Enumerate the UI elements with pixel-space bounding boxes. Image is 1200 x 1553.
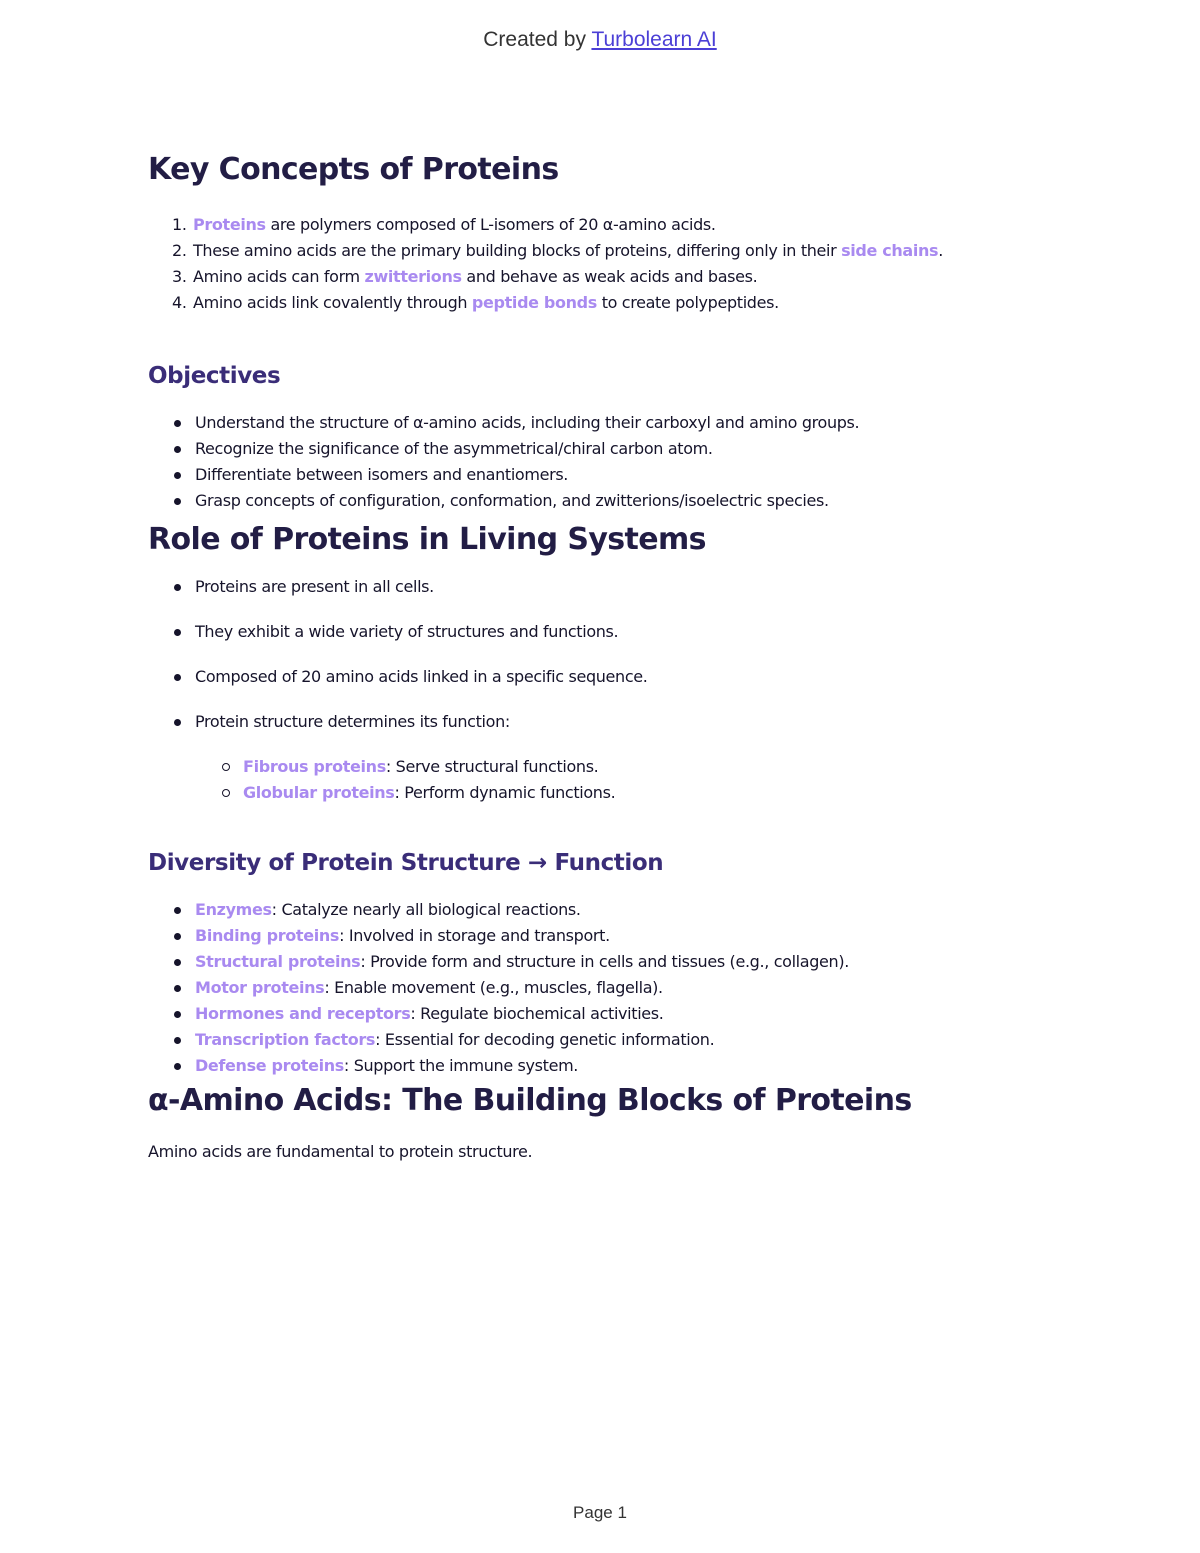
highlighted-term: Proteins <box>193 215 266 234</box>
list-item: Proteins are present in all cells. <box>148 574 1108 619</box>
list-item-text: are polymers composed of L-isomers of 20 α-amino acids. <box>265 215 716 234</box>
list-item-text: . <box>938 241 943 260</box>
highlighted-term: side chains <box>841 241 939 260</box>
page-number: Page 1 <box>573 1503 627 1522</box>
list-item: Recognize the significance of the asymmetrical/chiral carbon atom. <box>148 436 1108 462</box>
list-item: Grasp concepts of configuration, conformation, and zwitterions/isoelectric species. <box>148 488 1108 514</box>
list-item <box>146 290 1108 316</box>
diversity-list <box>148 897 1108 1079</box>
document-header <box>0 28 1200 52</box>
list-item-text: : Serve structural functions. <box>385 757 599 776</box>
amino-acids-intro: Amino acids are fundamental to protein structure. <box>148 1142 533 1161</box>
list-number: 2. <box>172 241 187 260</box>
highlighted-term: peptide bonds <box>471 293 597 312</box>
list-number: 1. <box>172 215 187 234</box>
highlighted-term: Motor proteins <box>195 978 325 997</box>
list-item <box>148 1001 1108 1027</box>
list-item-text: : Catalyze nearly all biological reactions. <box>271 900 581 919</box>
list-item: They exhibit a wide variety of structures and functions. <box>148 619 1108 664</box>
list-item-text: : Regulate biochemical activities. <box>410 1004 664 1023</box>
list-item <box>148 897 1108 923</box>
highlighted-term: Transcription factors <box>195 1030 376 1049</box>
list-item-text: : Support the immune system. <box>343 1056 579 1075</box>
list-item-text: Amino acids link covalently through <box>193 293 472 312</box>
highlighted-term: Defense proteins <box>195 1056 344 1075</box>
list-item <box>146 238 1108 264</box>
list-item-text: to create polypeptides. <box>596 293 779 312</box>
list-item-text: Amino acids can form <box>193 267 365 286</box>
highlighted-term: Enzymes <box>195 900 272 919</box>
key-concepts-list <box>148 212 1108 316</box>
list-item: Protein structure determines its function: <box>148 709 1108 754</box>
list-item <box>146 264 1108 290</box>
heading-amino-acids: α-Amino Acids: The Building Blocks of Proteins <box>148 1083 912 1118</box>
list-item <box>148 780 1108 806</box>
header-prefix: Created by <box>483 28 592 51</box>
heading-key-concepts: Key Concepts of Proteins <box>148 152 559 187</box>
highlighted-term: Hormones and receptors <box>195 1004 411 1023</box>
role-list <box>148 574 1108 754</box>
list-item <box>146 212 1108 238</box>
list-item-text: and behave as weak acids and bases. <box>461 267 758 286</box>
list-item-text: : Involved in storage and transport. <box>339 926 610 945</box>
list-item <box>148 1027 1108 1053</box>
highlighted-term: Binding proteins <box>195 926 340 945</box>
list-item <box>148 923 1108 949</box>
list-item-text: : Perform dynamic functions. <box>394 783 616 802</box>
heading-diversity: Diversity of Protein Structure → Function <box>148 850 664 876</box>
list-item-text: : Essential for decoding genetic information. <box>375 1030 715 1049</box>
highlighted-term: Structural proteins <box>195 952 361 971</box>
highlighted-term: Globular proteins <box>243 783 395 802</box>
list-item-text: These amino acids are the primary building blocks of proteins, differing only in their <box>193 241 842 260</box>
highlighted-term: zwitterions <box>364 267 462 286</box>
list-number: 4. <box>172 293 187 312</box>
list-item: Composed of 20 amino acids linked in a specific sequence. <box>148 664 1108 709</box>
list-item <box>148 949 1108 975</box>
document-content <box>148 150 1108 1165</box>
highlighted-term: Fibrous proteins <box>243 757 386 776</box>
list-number: 3. <box>172 267 187 286</box>
list-item: Understand the structure of α-amino acids, including their carboxyl and amino groups. <box>148 410 1108 436</box>
turbolearn-link[interactable]: Turbolearn AI <box>591 28 717 51</box>
protein-types-sublist <box>148 754 1108 806</box>
objectives-list <box>148 410 1108 514</box>
list-item <box>148 975 1108 1001</box>
list-item <box>148 1053 1108 1079</box>
list-item-text: : Provide form and structure in cells and tissues (e.g., collagen). <box>360 952 849 971</box>
heading-objectives: Objectives <box>148 363 281 389</box>
list-item-text: : Enable movement (e.g., muscles, flagella). <box>324 978 663 997</box>
list-item <box>148 754 1108 780</box>
heading-role-of-proteins: Role of Proteins in Living Systems <box>148 522 706 557</box>
list-item: Differentiate between isomers and enantiomers. <box>148 462 1108 488</box>
